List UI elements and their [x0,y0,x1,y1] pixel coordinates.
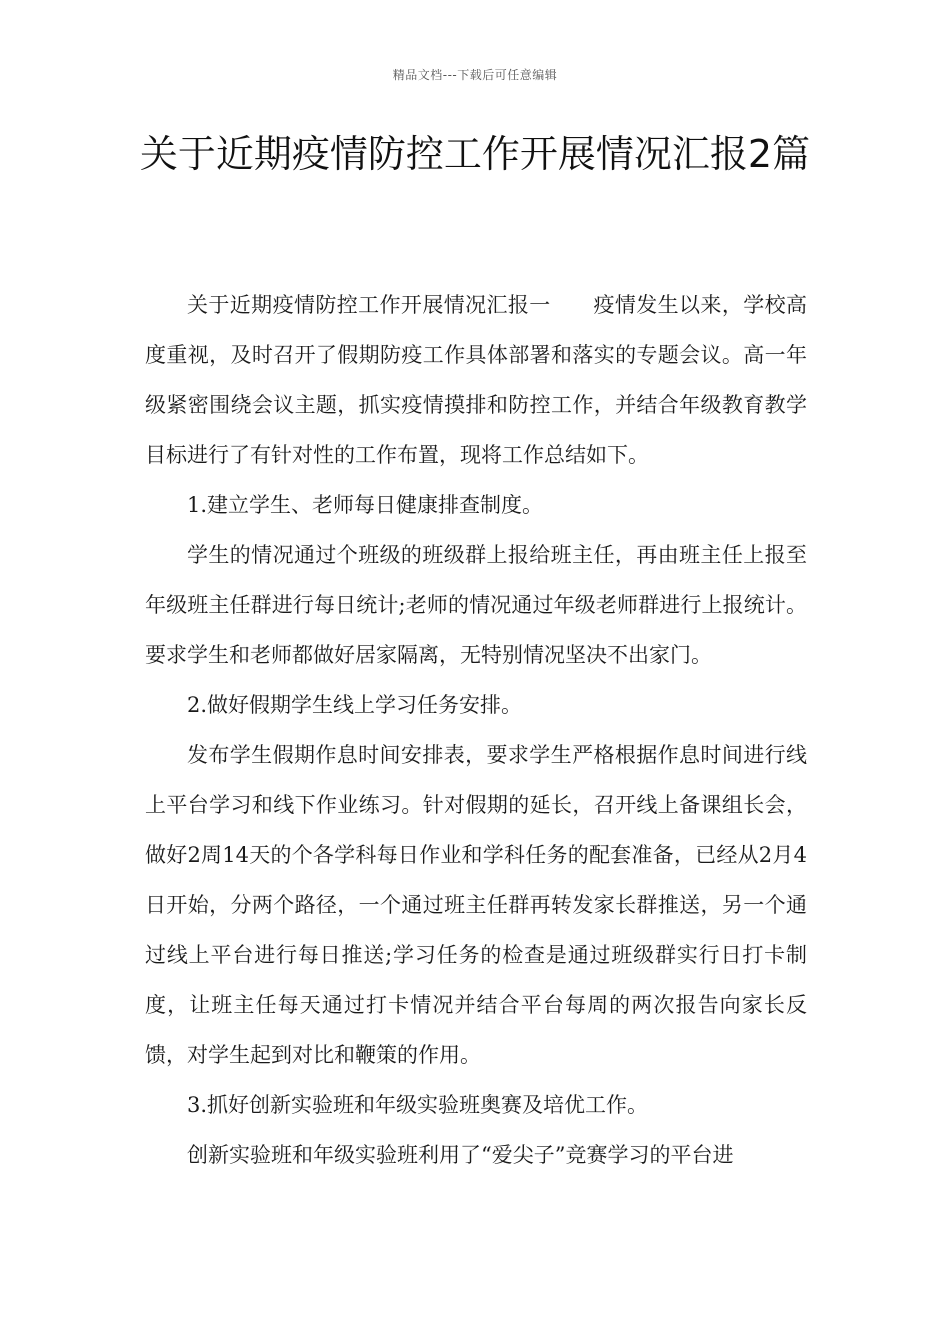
paragraph-section-1: 学生的情况通过个班级的班级群上报给班主任，再由班主任上报至年级班主任群进行每日统计;老师的情况通过年级老师群进行上报统计。要求学生和老师都做好居家隔离，无特别情况坚决不出家门。 [145,543,807,667]
paragraph-heading-2: 2.做好假期学生线上学习任务安排。 [187,693,523,717]
paragraph-intro: 关于近期疫情防控工作开展情况汇报一 疫情发生以来，学校高度重视，及时召开了假期防疫工作具体部署和落实的专题会议。高一年级紧密围绕会议主题，抓实疫情摸排和防控工作，并结合年级教育教学目标进行了有针对性的工作布置，现将工作总结如下。 [145,293,807,467]
paragraph-section-3: 创新实验班和年级实验班利用了“爱尖子”竞赛学习的平台进 [187,1143,734,1167]
paragraph-heading-1: 1.建立学生、老师每日健康排查制度。 [187,493,544,517]
header-note: 精品文档---下载后可任意编辑 [392,68,558,82]
document-body [145,280,807,1180]
paragraph-section-2: 发布学生假期作息时间安排表，要求学生严格根据作息时间进行线上平台学习和线下作业练习。针对假期的延长，召开线上备课组长会，做好2周14天的个各学科每日作业和学科任务的配套准备，已经从2月4日开始，分两个路径，一个通过班主任群再转发家长群推送，另一个通过线上平台进行每日推送;学习任务的检查是通过班级群实行日打卡制度，让班主任每天通过打卡情况并结合平台每周的两次报告向家长反馈，对学生起到对比和鞭策的作用。 [145,743,807,1067]
document-title: 关于近期疫情防控工作开展情况汇报2篇 [139,132,811,176]
paragraph-heading-3: 3.抓好创新实验班和年级实验班奥赛及培优工作。 [187,1093,649,1117]
